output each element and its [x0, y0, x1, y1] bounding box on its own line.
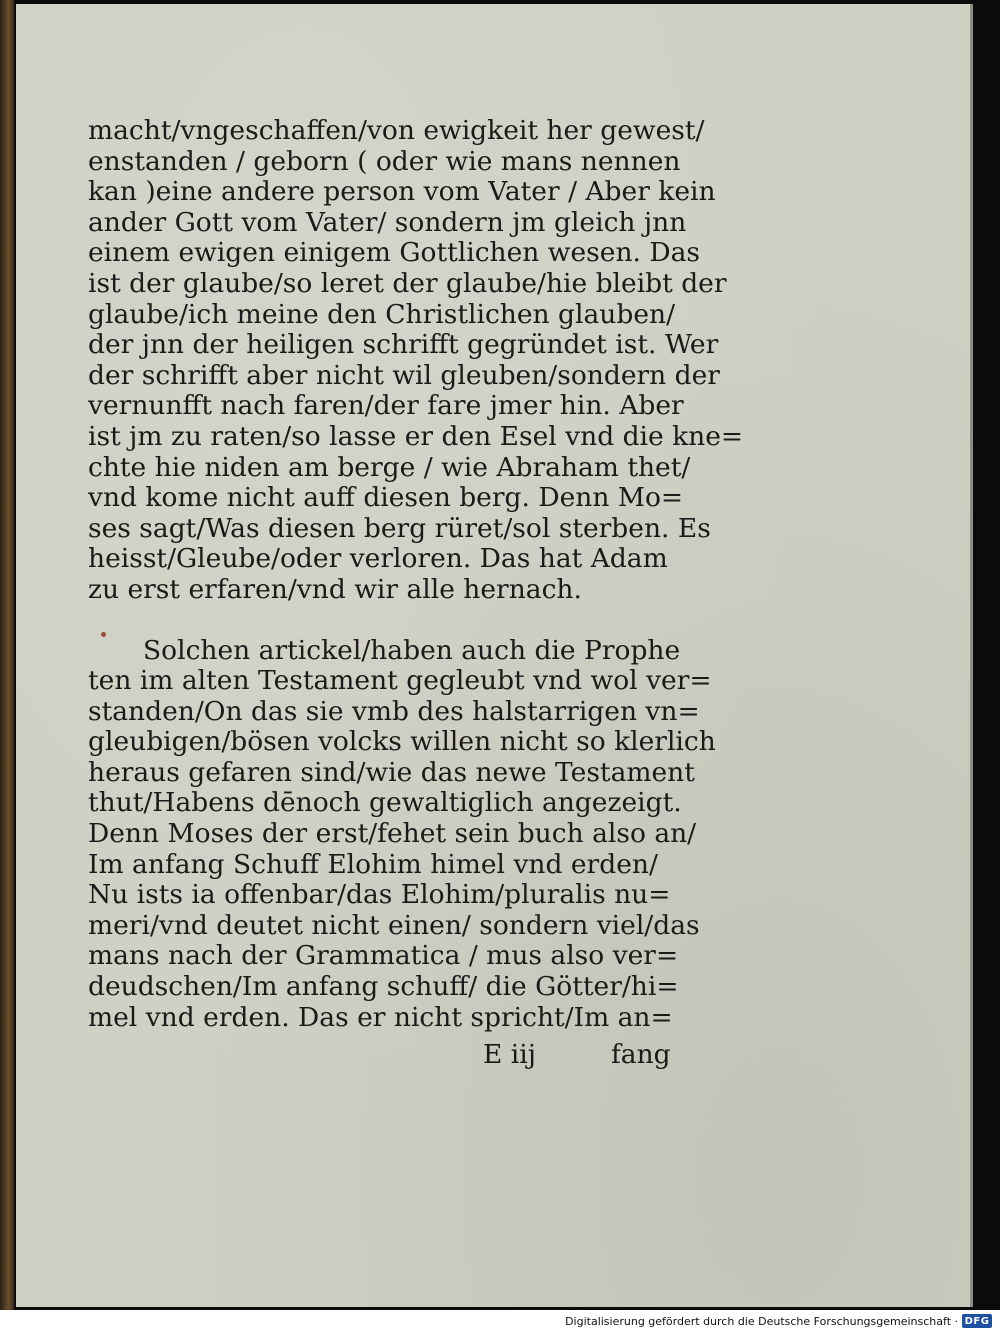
text-line: deudschen/Im anfang schuff/ die Götter/hi=: [88, 971, 679, 1003]
text-line: Solchen artickel/haben auch die Prophe: [143, 634, 681, 666]
credit-text: Digitalisierung gefördert durch die Deutsche Forschungsgemeinschaft ·: [565, 1314, 958, 1328]
text-line: glaube/ich meine den Christlichen glauben/: [88, 298, 675, 330]
text-line: vernunfft nach faren/der fare jmer hin. Aber: [88, 390, 684, 422]
text-line: Nu ists ia offenbar/das Elohim/pluralis nu=: [88, 879, 671, 911]
text-line: heraus gefaren sind/wie das newe Testament: [88, 756, 695, 788]
text-line: der jnn der heiligen schrifft gegründet ist. Wer: [88, 329, 719, 361]
paragraph-2: [88, 634, 716, 1034]
text-line: ist der glaube/so leret der glaube/hie bleibt der: [88, 267, 727, 299]
text-line: ten im alten Testament gegleubt vnd wol ver=: [88, 665, 712, 697]
text-line: kan )eine andere person vom Vater / Aber kein: [88, 176, 716, 208]
text-line: heisst/Gleube/oder verloren. Das hat Adam: [88, 543, 668, 575]
paragraph-1: [88, 115, 744, 606]
text-line: der schrifft aber nicht wil gleuben/sondern der: [88, 359, 720, 391]
text-line: mans nach der Grammatica / mus also ver=: [88, 940, 679, 972]
text-line: ses sagt/Was diesen berg rüret/sol sterben. Es: [88, 512, 711, 544]
dfg-logo: DFG: [962, 1314, 992, 1328]
text-line: ist jm zu raten/so lasse er den Esel vnd die kne=: [88, 420, 744, 452]
text-line: chte hie niden am berge / wie Abraham thet/: [88, 451, 691, 483]
text-line: Im anfang Schuff Elohim himel vnd erden/: [88, 848, 658, 880]
catchword: fang: [611, 1039, 671, 1070]
text-line: Denn Moses der erst/fehet sein buch also an/: [88, 818, 697, 850]
book-page: [16, 4, 973, 1307]
text-line: vnd kome nicht auff diesen berg. Denn Mo=: [88, 482, 684, 514]
text-line: einem ewigen einigem Gottlichen wesen. Das: [88, 237, 700, 269]
text-line: gleubigen/bösen volcks willen nicht so klerlich: [88, 726, 716, 758]
page-text: [88, 115, 744, 1033]
text-line: enstanden / geborn ( oder wie mans nennen: [88, 145, 681, 177]
text-line: mel vnd erden. Das er nicht spricht/Im an=: [88, 1001, 673, 1033]
text-line: meri/vnd deutet nicht einen/ sondern viel/das: [88, 909, 700, 941]
book-spine-edge: [0, 0, 14, 1310]
signature-mark: E iij: [483, 1039, 536, 1070]
text-line: standen/On das sie vmb des halstarrigen vn=: [88, 695, 700, 727]
text-line: zu erst erfaren/vnd wir alle hernach.: [88, 573, 582, 605]
page-foot-line: [88, 1039, 688, 1073]
text-line: ander Gott vom Vater/ sondern jm gleich jnn: [88, 206, 687, 238]
text-line: thut/Habens dēnoch gewaltiglich angezeigt.: [88, 787, 682, 819]
digitization-credit: [565, 1311, 992, 1331]
text-line: macht/vngeschaffen/von ewigkeit her gewest/: [88, 115, 705, 146]
